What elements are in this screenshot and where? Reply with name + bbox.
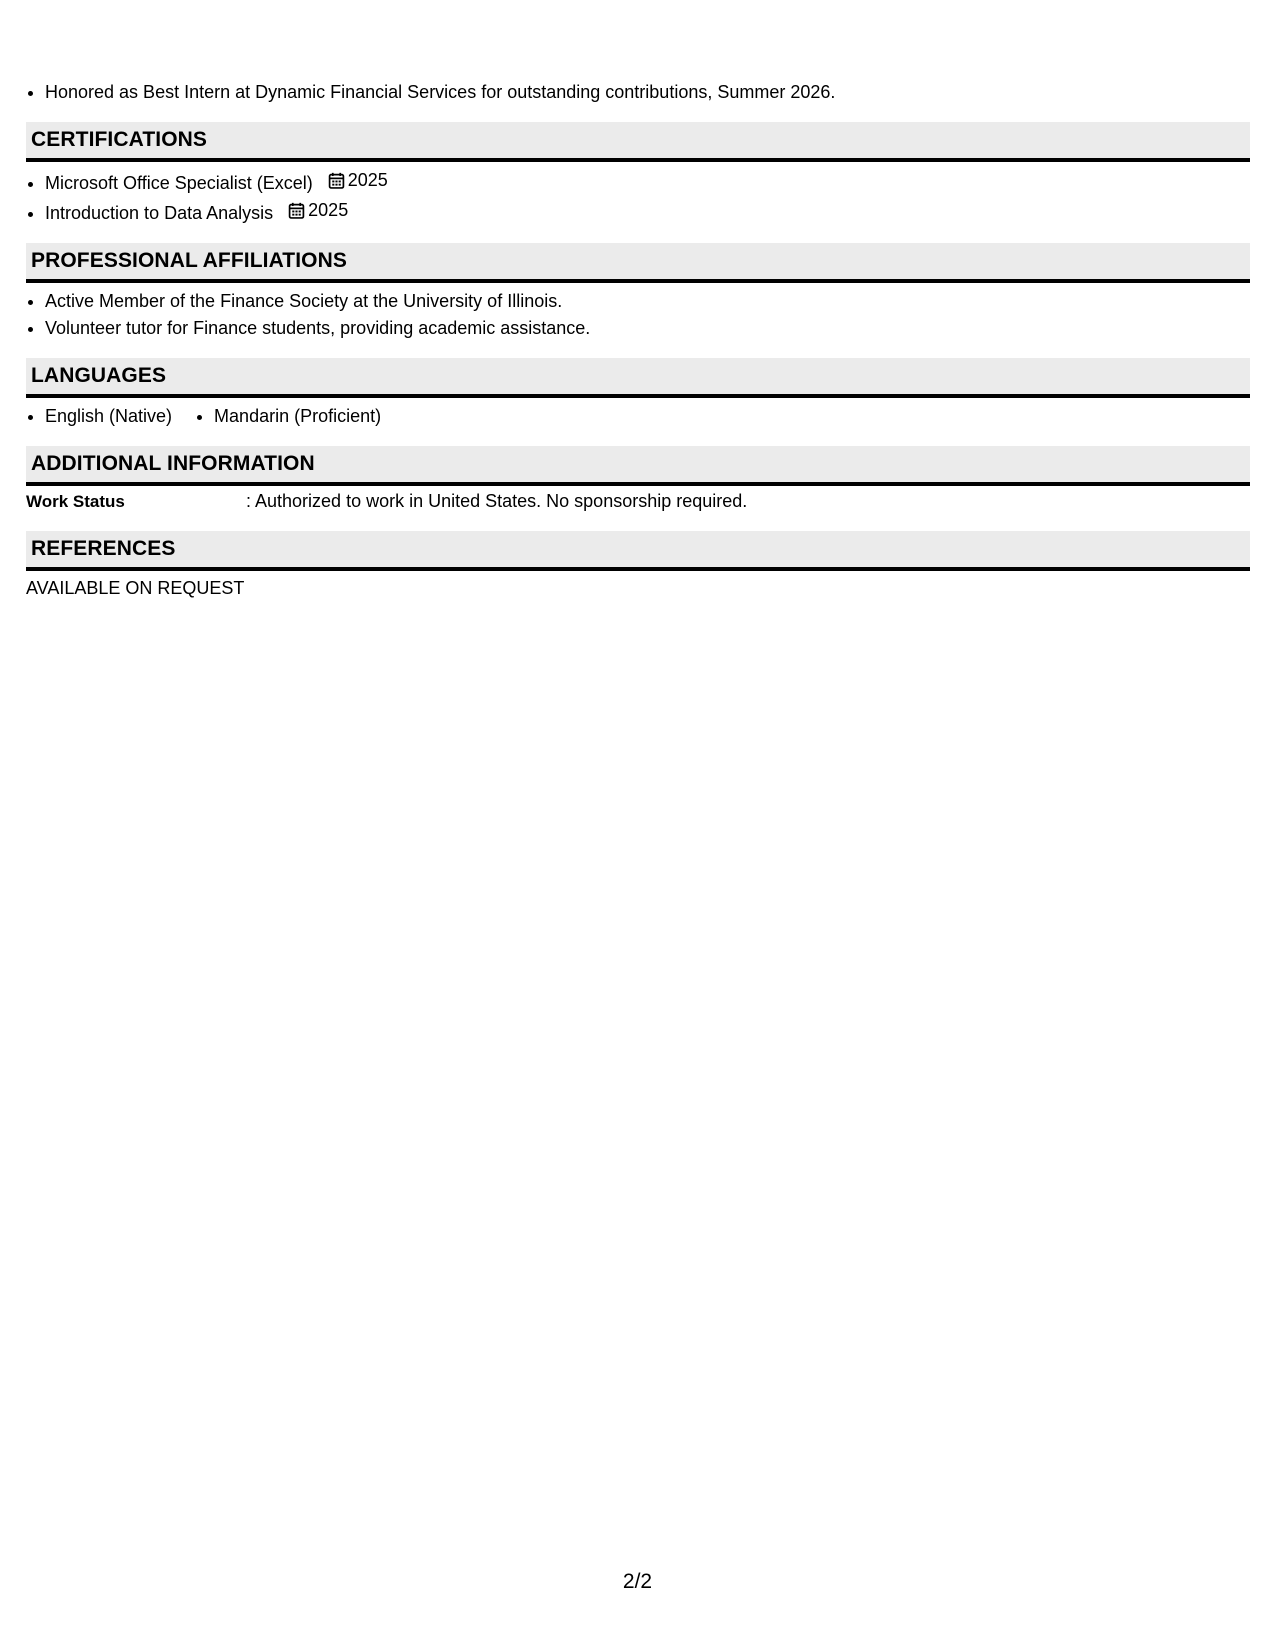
- certification-name: Microsoft Office Specialist (Excel): [45, 173, 313, 193]
- list-item: • Volunteer tutor for Finance students, providing academic assistance.: [45, 315, 1250, 342]
- work-status-value: : Authorized to work in United States. No sponsorship required.: [246, 491, 748, 511]
- work-status-label: Work Status: [26, 492, 125, 511]
- section-header: [26, 358, 1250, 398]
- list-item: • Active Member of the Finance Society at the University of Illinois.: [45, 288, 1250, 315]
- certification-date: [328, 167, 388, 194]
- certification-year: 2025: [308, 200, 349, 220]
- list-item: [45, 197, 1250, 227]
- section-title: CERTIFICATIONS: [31, 128, 208, 151]
- languages-list: [26, 403, 1250, 430]
- certification-date: [288, 197, 348, 224]
- resume-page: [26, 0, 1250, 602]
- section-header: [26, 531, 1250, 571]
- section-header: [26, 446, 1250, 486]
- section-title: REFERENCES: [31, 537, 176, 560]
- awards-list: [26, 79, 1250, 106]
- references-text: AVAILABLE ON REQUEST: [26, 578, 245, 598]
- section-title: LANGUAGES: [31, 364, 167, 387]
- certifications-list: [26, 167, 1250, 227]
- page-number: 2/2: [622, 1570, 653, 1593]
- list-item: • Honored as Best Intern at Dynamic Financial Services for outstanding contributions, Summer 2026.: [45, 79, 1250, 106]
- affiliations-list: [26, 288, 1250, 342]
- calendar-icon: [328, 172, 345, 189]
- list-item: • Mandarin (Proficient): [214, 403, 381, 430]
- work-status-row: [26, 486, 1250, 515]
- languages-section: [26, 358, 1250, 430]
- certification-year: 2025: [347, 170, 388, 190]
- certification-name: Introduction to Data Analysis: [45, 203, 274, 223]
- section-title: ADDITIONAL INFORMATION: [31, 452, 315, 475]
- list-item: • English (Native): [45, 403, 172, 430]
- references-section: [26, 531, 1250, 602]
- list-item: [45, 167, 1250, 197]
- calendar-icon: [288, 202, 305, 219]
- additional-information-section: [26, 446, 1250, 515]
- certifications-section: [26, 122, 1250, 227]
- section-header: [26, 243, 1250, 283]
- section-header: [26, 122, 1250, 162]
- affiliations-section: [26, 243, 1250, 342]
- section-title: PROFESSIONAL AFFILIATIONS: [31, 249, 347, 272]
